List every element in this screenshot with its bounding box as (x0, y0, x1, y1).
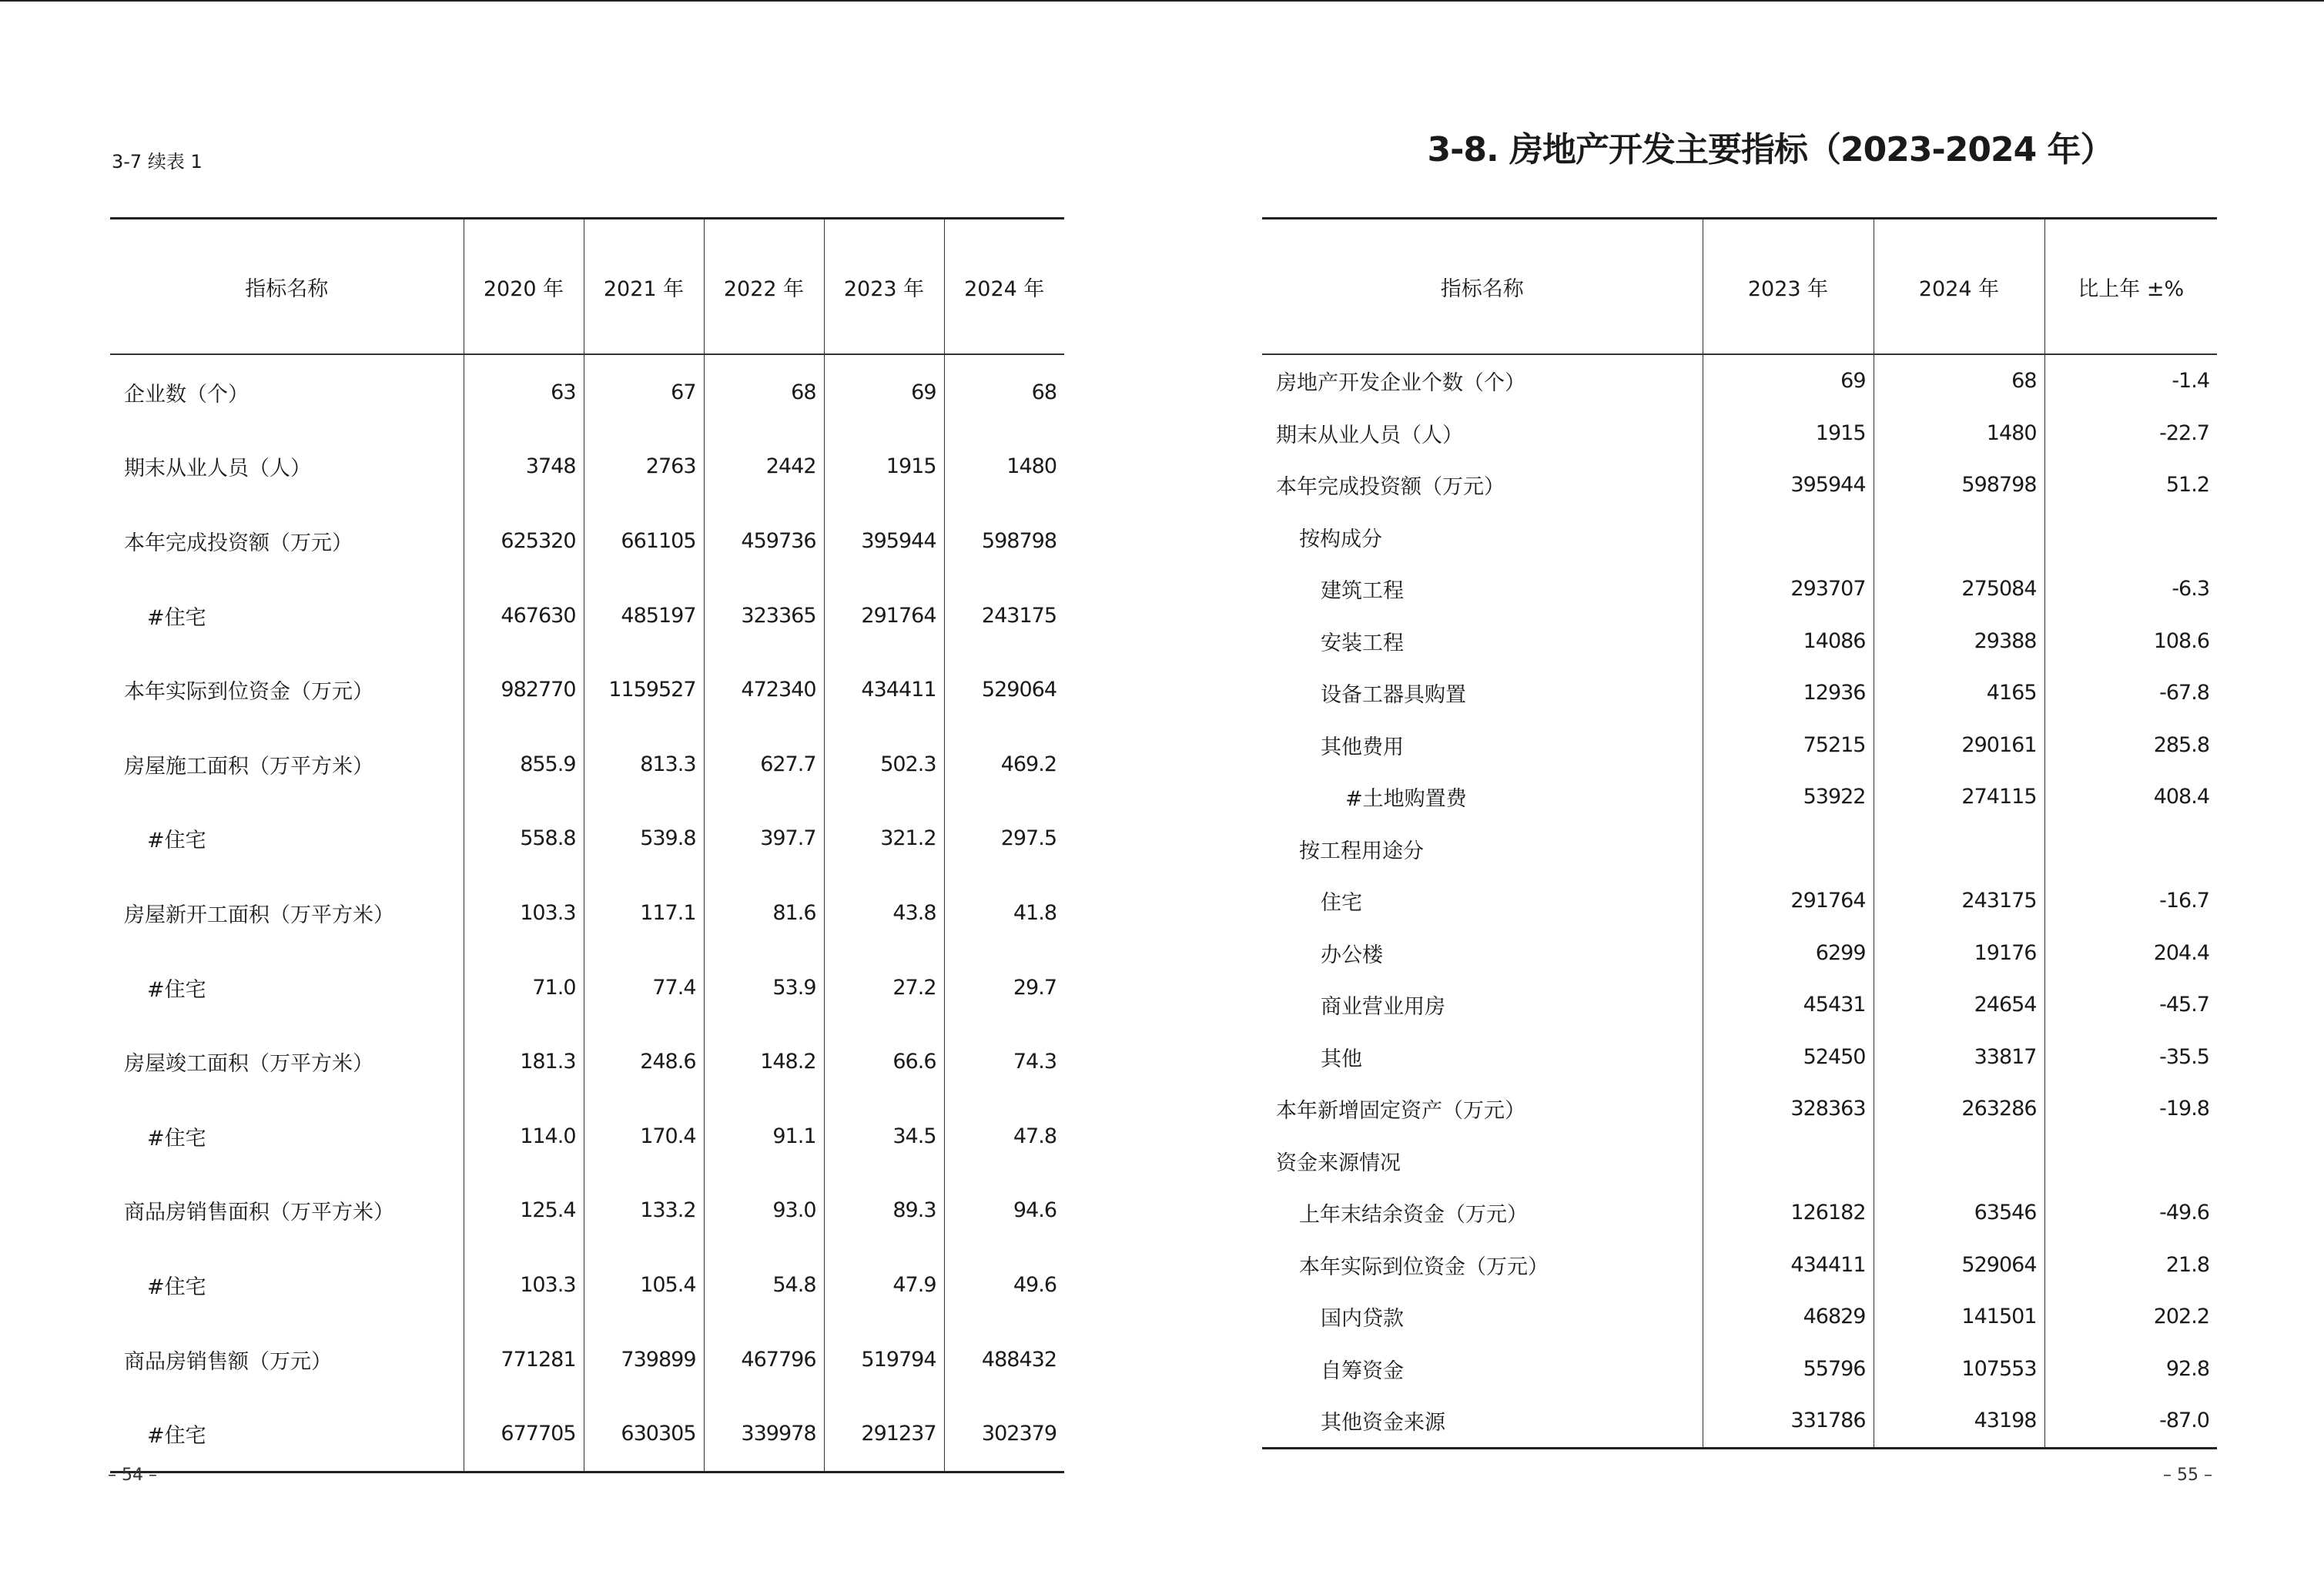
cell-value: 855.9 (464, 727, 584, 802)
cell-value: 323365 (704, 578, 824, 653)
cell-value: 2763 (584, 430, 704, 504)
cell-value: 488432 (944, 1322, 1064, 1397)
cell-value: -45.7 (2044, 979, 2217, 1031)
cell-value: -22.7 (2044, 407, 2217, 460)
cell-value: 813.3 (584, 727, 704, 802)
row-label: 本年完成投资额（万元） (1276, 475, 1505, 500)
page-number: – 54 – (108, 1466, 157, 1485)
row-label: 房屋竣工面积（万平方米） (124, 1052, 373, 1077)
table-header-row (1262, 219, 2217, 355)
cell-value (2044, 1135, 2217, 1188)
right-page (1162, 0, 2324, 1588)
row-label: 本年实际到位资金（万元） (1299, 1255, 1549, 1279)
cell-value: 69 (824, 354, 944, 430)
cell-value: 3748 (464, 430, 584, 504)
row-label: 按构成分 (1299, 527, 1382, 551)
cell-value: 81.6 (704, 876, 824, 950)
cell-value: 661105 (584, 504, 704, 578)
cell-value: 598798 (1874, 459, 2044, 511)
row-label: 其他 (1321, 1047, 1362, 1071)
cell-value: 395944 (824, 504, 944, 578)
table-row (1262, 719, 2217, 772)
cell-value: 275084 (1874, 563, 2044, 615)
cell-value: 126182 (1703, 1187, 1874, 1239)
cell-value: 408.4 (2044, 771, 2217, 823)
cell-value: 24654 (1874, 979, 2044, 1031)
cell-value: 459736 (704, 504, 824, 578)
column-header-name: 指标名称 (110, 219, 464, 355)
cell-value: 739899 (584, 1322, 704, 1397)
cell-value: 133.2 (584, 1174, 704, 1248)
cell-value: 469.2 (944, 727, 1064, 802)
table-row (1262, 667, 2217, 719)
column-header-name: 指标名称 (1262, 219, 1703, 355)
cell-value: 68 (1874, 354, 2044, 407)
column-header-year: 2021 年 (584, 219, 704, 355)
cell-value: -1.4 (2044, 354, 2217, 407)
table-row (110, 430, 1064, 504)
cell-value: 68 (704, 354, 824, 430)
cell-value: 103.3 (464, 1248, 584, 1322)
cell-value: -87.0 (2044, 1395, 2217, 1448)
cell-value: 274115 (1874, 771, 2044, 823)
cell-value: 519794 (824, 1322, 944, 1397)
cell-value: 434411 (824, 652, 944, 727)
page-number: – 55 – (2163, 1466, 2212, 1485)
cell-value (1874, 511, 2044, 564)
cell-value: 1159527 (584, 652, 704, 727)
cell-value: 63 (464, 354, 584, 430)
table-row (1262, 771, 2217, 823)
row-label: 房屋施工面积（万平方米） (124, 754, 373, 779)
cell-value: 46829 (1703, 1291, 1874, 1343)
cell-value: 677705 (464, 1396, 584, 1472)
cell-value: -6.3 (2044, 563, 2217, 615)
cell-value: 103.3 (464, 876, 584, 950)
cell-value: 1915 (1703, 407, 1874, 460)
cell-value: 43.8 (824, 876, 944, 950)
cell-value (1874, 823, 2044, 876)
cell-value: -35.5 (2044, 1031, 2217, 1084)
cell-value: 302379 (944, 1396, 1064, 1472)
table-row (1262, 1187, 2217, 1239)
table-row (1262, 1291, 2217, 1343)
table-row (110, 1322, 1064, 1397)
table-row (110, 1174, 1064, 1248)
column-header-year: 2022 年 (704, 219, 824, 355)
cell-value: 331786 (1703, 1395, 1874, 1448)
cell-value: 290161 (1874, 719, 2044, 772)
cell-value: 625320 (464, 504, 584, 578)
table-header-row (110, 219, 1064, 355)
row-label: 房地产开发企业个数（个） (1276, 371, 1525, 396)
cell-value (1874, 1135, 2044, 1188)
cell-value: 108.6 (2044, 615, 2217, 668)
cell-value: 66.6 (824, 1024, 944, 1099)
cell-value: 4165 (1874, 667, 2044, 719)
table-row (1262, 563, 2217, 615)
left-data-table (110, 217, 1064, 1473)
row-label: #土地购置费 (1345, 787, 1467, 812)
cell-value: 27.2 (824, 950, 944, 1025)
cell-value: 297.5 (944, 802, 1064, 876)
cell-value: 33817 (1874, 1031, 2044, 1084)
cell-value: 181.3 (464, 1024, 584, 1099)
row-label: #住宅 (147, 1275, 206, 1299)
table-caption: 3-7 续表 1 (112, 151, 203, 173)
table-row (1262, 615, 2217, 668)
row-label: #住宅 (110, 1396, 464, 1472)
cell-value: 114.0 (464, 1099, 584, 1174)
row-label: 其他费用 (1321, 735, 1404, 759)
cell-value: 395944 (1703, 459, 1874, 511)
cell-value: 92.8 (2044, 1343, 2217, 1395)
table-row (110, 1099, 1064, 1174)
table-row (1262, 407, 2217, 460)
cell-value: 55796 (1703, 1343, 1874, 1395)
cell-value: 630305 (584, 1396, 704, 1472)
cell-value (1703, 511, 1874, 564)
cell-value: 93.0 (704, 1174, 824, 1248)
row-label: 本年完成投资额（万元） (124, 531, 353, 555)
row-label: 房屋新开工面积（万平方米） (124, 903, 394, 927)
row-label: 其他资金来源 (1262, 1395, 1703, 1448)
table-row (1262, 1031, 2217, 1084)
row-label: 设备工器具购置 (1321, 683, 1466, 708)
cell-value: 71.0 (464, 950, 584, 1025)
cell-value: 53922 (1703, 771, 1874, 823)
cell-value: 539.8 (584, 802, 704, 876)
table-row (1262, 823, 2217, 876)
row-label: 办公楼 (1321, 943, 1383, 967)
cell-value: 141501 (1874, 1291, 2044, 1343)
cell-value: 529064 (1874, 1239, 2044, 1292)
row-label: 资金来源情况 (1276, 1151, 1401, 1175)
table-row (110, 578, 1064, 653)
cell-value (2044, 823, 2217, 876)
row-label: 期末从业人员（人） (1276, 423, 1463, 447)
column-header-year: 2023 年 (1703, 219, 1874, 355)
table-title: 3-8. 房地产开发主要指标（2023-2024 年） (1427, 130, 2114, 169)
cell-value: 117.1 (584, 876, 704, 950)
cell-value: 467796 (704, 1322, 824, 1397)
cell-value: 529064 (944, 652, 1064, 727)
row-label: #住宅 (147, 1126, 206, 1151)
cell-value: -67.8 (2044, 667, 2217, 719)
column-header-year: 2023 年 (824, 219, 944, 355)
table-row (1262, 1135, 2217, 1188)
cell-value: 2442 (704, 430, 824, 504)
row-label: 上年末结余资金（万元） (1299, 1203, 1528, 1228)
cell-value: 51.2 (2044, 459, 2217, 511)
cell-value: 291764 (1703, 875, 1874, 927)
cell-value: -16.7 (2044, 875, 2217, 927)
cell-value: 74.3 (944, 1024, 1064, 1099)
table-row (1262, 1083, 2217, 1135)
cell-value: 1915 (824, 430, 944, 504)
right-data-table (1262, 217, 2217, 1449)
cell-value (1703, 823, 1874, 876)
cell-value: 558.8 (464, 802, 584, 876)
table-row (110, 802, 1064, 876)
cell-value: 243175 (1874, 875, 2044, 927)
cell-value: 14086 (1703, 615, 1874, 668)
cell-value: 6299 (1703, 927, 1874, 980)
cell-value: 627.7 (704, 727, 824, 802)
row-label: 按工程用途分 (1299, 839, 1424, 863)
cell-value: 89.3 (824, 1174, 944, 1248)
cell-value: 41.8 (944, 876, 1064, 950)
cell-value: 148.2 (704, 1024, 824, 1099)
row-label: 安装工程 (1321, 631, 1404, 655)
table-row (110, 876, 1064, 950)
table-row (110, 504, 1064, 578)
cell-value: 472340 (704, 652, 824, 727)
cell-value: -49.6 (2044, 1187, 2217, 1239)
row-label: 商品房销售面积（万平方米） (124, 1201, 394, 1225)
row-label: 企业数（个） (124, 382, 249, 407)
cell-value: 91.1 (704, 1099, 824, 1174)
cell-value (2044, 511, 2217, 564)
cell-value: 485197 (584, 578, 704, 653)
cell-value: 67 (584, 354, 704, 430)
table-row (1262, 1239, 2217, 1292)
cell-value: 94.6 (944, 1174, 1064, 1248)
table-row (110, 354, 1064, 430)
row-label: 本年实际到位资金（万元） (124, 680, 373, 705)
cell-value: 982770 (464, 652, 584, 727)
cell-value: 125.4 (464, 1174, 584, 1248)
cell-value: 248.6 (584, 1024, 704, 1099)
cell-value: 75215 (1703, 719, 1874, 772)
cell-value: 34.5 (824, 1099, 944, 1174)
column-header-change: 比上年 ±% (2044, 219, 2217, 355)
row-label: 建筑工程 (1321, 579, 1404, 604)
cell-value: 63546 (1874, 1187, 2044, 1239)
cell-value: 43198 (1874, 1395, 2044, 1448)
table-row (1262, 459, 2217, 511)
table-row (1262, 927, 2217, 980)
column-header-year: 2024 年 (944, 219, 1064, 355)
column-header-year: 2024 年 (1874, 219, 2044, 355)
table-row (1262, 1395, 2217, 1448)
table-row (1262, 979, 2217, 1031)
cell-value: 53.9 (704, 950, 824, 1025)
cell-value: 49.6 (944, 1248, 1064, 1322)
cell-value: 29.7 (944, 950, 1064, 1025)
table-row (110, 1396, 1064, 1472)
cell-value: 52450 (1703, 1031, 1874, 1084)
row-label: 本年新增固定资产（万元） (1276, 1099, 1525, 1124)
table-row (110, 652, 1064, 727)
table-row (110, 1024, 1064, 1099)
row-label: 住宅 (1321, 891, 1362, 916)
cell-value: 291764 (824, 578, 944, 653)
cell-value (1703, 1135, 1874, 1188)
cell-value: 54.8 (704, 1248, 824, 1322)
cell-value: 263286 (1874, 1083, 2044, 1135)
cell-value: 204.4 (2044, 927, 2217, 980)
table-row (110, 950, 1064, 1025)
table-row (110, 1248, 1064, 1322)
cell-value: 12936 (1703, 667, 1874, 719)
cell-value: 1480 (1874, 407, 2044, 460)
cell-value: 47.9 (824, 1248, 944, 1322)
cell-value: 170.4 (584, 1099, 704, 1174)
cell-value: 598798 (944, 504, 1064, 578)
row-label: 商业营业用房 (1321, 995, 1445, 1020)
table-row (1262, 1343, 2217, 1395)
cell-value: 771281 (464, 1322, 584, 1397)
row-label: 商品房销售额（万元） (124, 1349, 332, 1374)
cell-value: 1480 (944, 430, 1064, 504)
table-row (1262, 354, 2217, 407)
row-label: #住宅 (147, 977, 206, 1002)
cell-value: 21.8 (2044, 1239, 2217, 1292)
cell-value: 107553 (1874, 1343, 2044, 1395)
cell-value: 293707 (1703, 563, 1874, 615)
cell-value: 321.2 (824, 802, 944, 876)
table-row (1262, 875, 2217, 927)
cell-value: 47.8 (944, 1099, 1064, 1174)
table-row (110, 727, 1064, 802)
cell-value: 45431 (1703, 979, 1874, 1031)
cell-value: 328363 (1703, 1083, 1874, 1135)
row-label: 国内贷款 (1321, 1307, 1404, 1332)
cell-value: 434411 (1703, 1239, 1874, 1292)
cell-value: 105.4 (584, 1248, 704, 1322)
cell-value: 77.4 (584, 950, 704, 1025)
cell-value: 19176 (1874, 927, 2044, 980)
cell-value: -19.8 (2044, 1083, 2217, 1135)
cell-value: 69 (1703, 354, 1874, 407)
cell-value: 68 (944, 354, 1064, 430)
cell-value: 29388 (1874, 615, 2044, 668)
cell-value: 291237 (824, 1396, 944, 1472)
row-label: 自筹资金 (1321, 1359, 1404, 1383)
table-row (1262, 511, 2217, 564)
cell-value: 467630 (464, 578, 584, 653)
row-label: #住宅 (147, 829, 206, 853)
cell-value: 202.2 (2044, 1291, 2217, 1343)
column-header-year: 2020 年 (464, 219, 584, 355)
cell-value: 243175 (944, 578, 1064, 653)
cell-value: 502.3 (824, 727, 944, 802)
cell-value: 285.8 (2044, 719, 2217, 772)
cell-value: 397.7 (704, 802, 824, 876)
cell-value: 339978 (704, 1396, 824, 1472)
row-label: 期末从业人员（人） (124, 457, 311, 481)
row-label: #住宅 (147, 605, 206, 630)
